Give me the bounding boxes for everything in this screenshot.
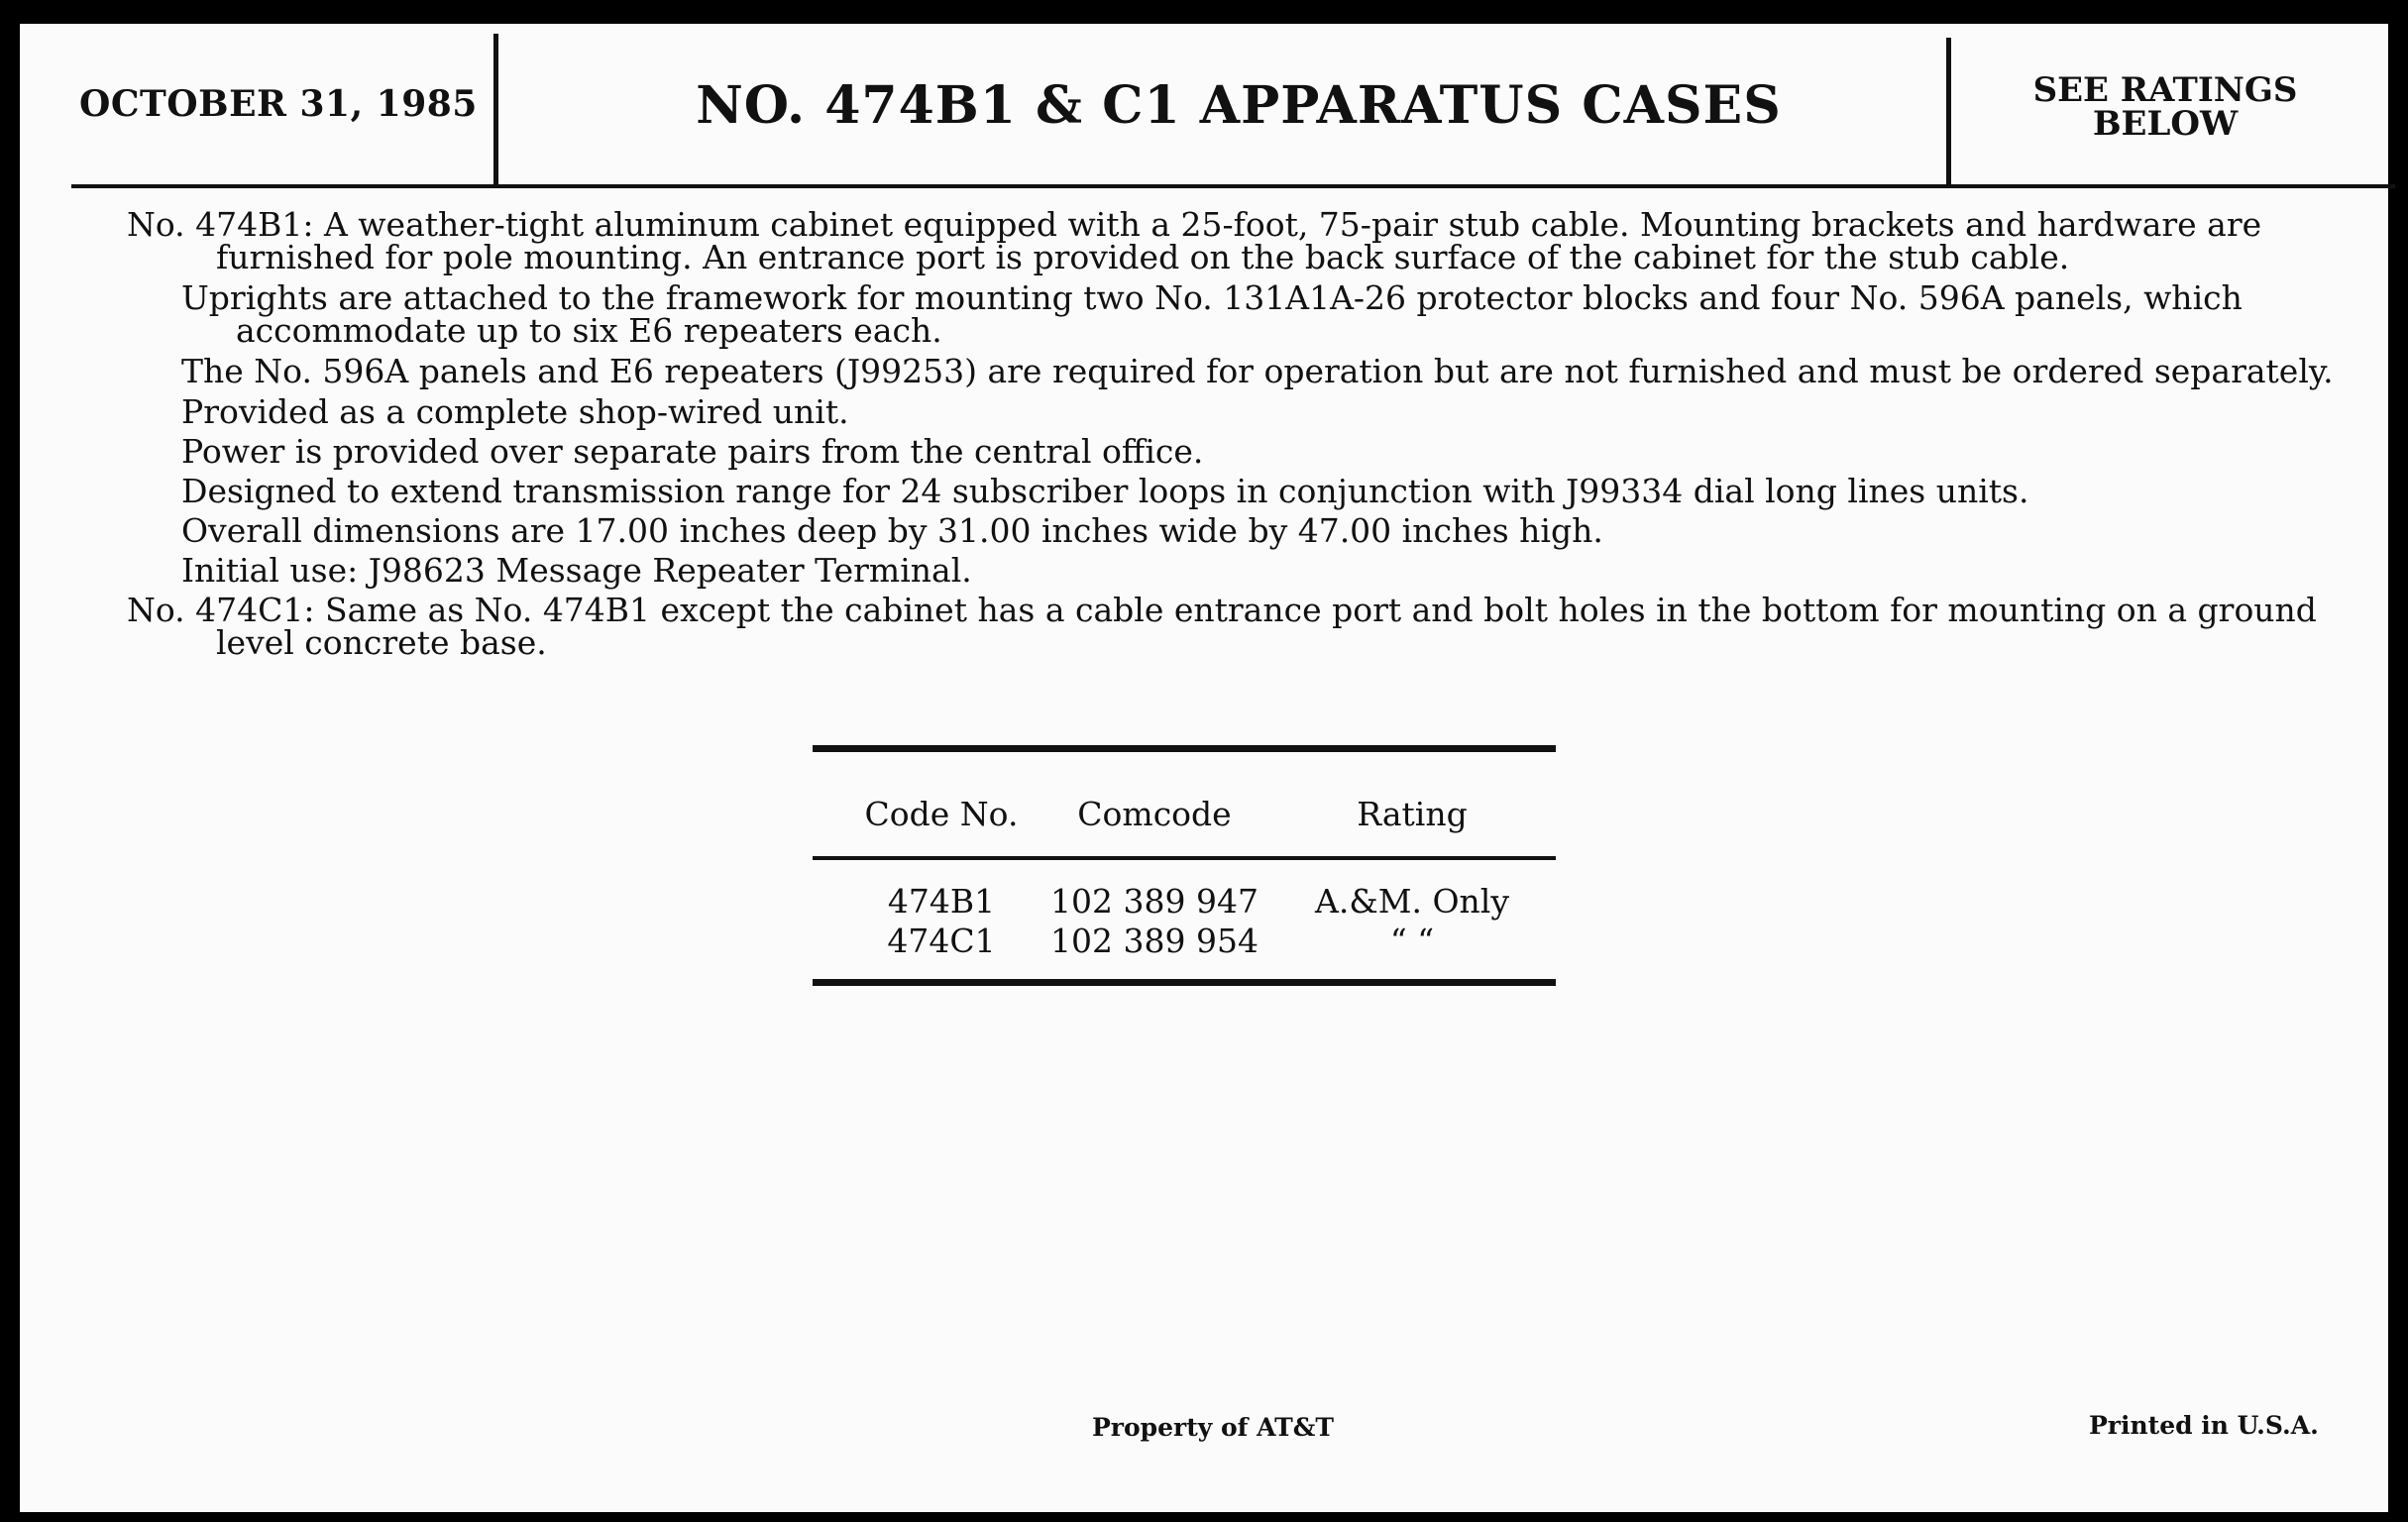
table-rule-mid bbox=[813, 856, 1556, 860]
paragraph-initial-use: Initial use: J98623 Message Repeater Terminal. bbox=[181, 551, 972, 590]
table-header-comcode: Comcode bbox=[1077, 795, 1232, 833]
table-cell-code: 474B1 bbox=[887, 882, 996, 921]
table-cell-code: 474C1 bbox=[887, 922, 996, 960]
paragraph-panels: The No. 596A panels and E6 repeaters (J99253) are required for operation but are not furnished and must be ordered separately. bbox=[181, 352, 2334, 390]
paragraph-designed: Designed to extend transmission range for 24 subscriber loops in conjunction with J99334 dial long lines units. bbox=[181, 472, 2029, 510]
table-rule-bottom bbox=[813, 979, 1556, 986]
table-cell-rating: A.&M. Only bbox=[1315, 882, 1509, 921]
table-cell-comcode: 102 389 954 bbox=[1050, 922, 1259, 960]
paragraph-shop-wired: Provided as a complete shop-wired unit. bbox=[181, 392, 849, 431]
header-divider-left bbox=[493, 34, 498, 188]
paragraph-uprights: Uprights are attached to the framework for mounting two No. 131A1A-26 protector blocks and four No. 596A panels, which accommodate up to six E6 repeaters each. bbox=[181, 278, 2243, 350]
paragraph-dimensions: Overall dimensions are 17.00 inches deep by 31.00 inches wide by 47.00 inches high. bbox=[181, 511, 1603, 550]
table-rule-top bbox=[813, 745, 1556, 752]
ratings-note-line2: BELOW bbox=[2092, 104, 2239, 144]
ratings-note-line1: SEE RATINGS bbox=[2032, 70, 2298, 110]
paragraph-power: Power is provided over separate pairs from the central office. bbox=[181, 432, 1204, 471]
table-header-code: Code No. bbox=[864, 795, 1019, 833]
footer-property: Property of AT&T bbox=[1092, 1413, 1334, 1442]
description-body bbox=[127, 205, 2356, 662]
header-date: OCTOBER 31, 1985 bbox=[79, 83, 478, 125]
header-rule bbox=[71, 184, 2395, 188]
footer-printed: Printed in U.S.A. bbox=[2089, 1411, 2319, 1440]
catalog-card bbox=[20, 24, 2388, 1512]
table-header-rating: Rating bbox=[1357, 795, 1468, 833]
table-cell-comcode: 102 389 947 bbox=[1050, 882, 1259, 921]
paragraph-474c1: No. 474C1: Same as No. 474B1 except the cabinet has a cable entrance port and bolt holes in the bottom for mounting on a ground level concrete base. bbox=[127, 591, 2317, 662]
page-title: NO. 474B1 & C1 APPARATUS CASES bbox=[696, 75, 1782, 136]
paragraph-474b1: No. 474B1: A weather-tight aluminum cabinet equipped with a 25-foot, 75-pair stub cable. Mounting brackets and hardware are furnished for pole mounting. An entrance port is provided on the back surface of the cabinet for the stub cable. bbox=[127, 205, 2262, 276]
header-ratings-note bbox=[1977, 70, 2353, 144]
table-cell-rating: “ “ bbox=[1389, 922, 1435, 960]
header-divider-right bbox=[1946, 38, 1951, 188]
